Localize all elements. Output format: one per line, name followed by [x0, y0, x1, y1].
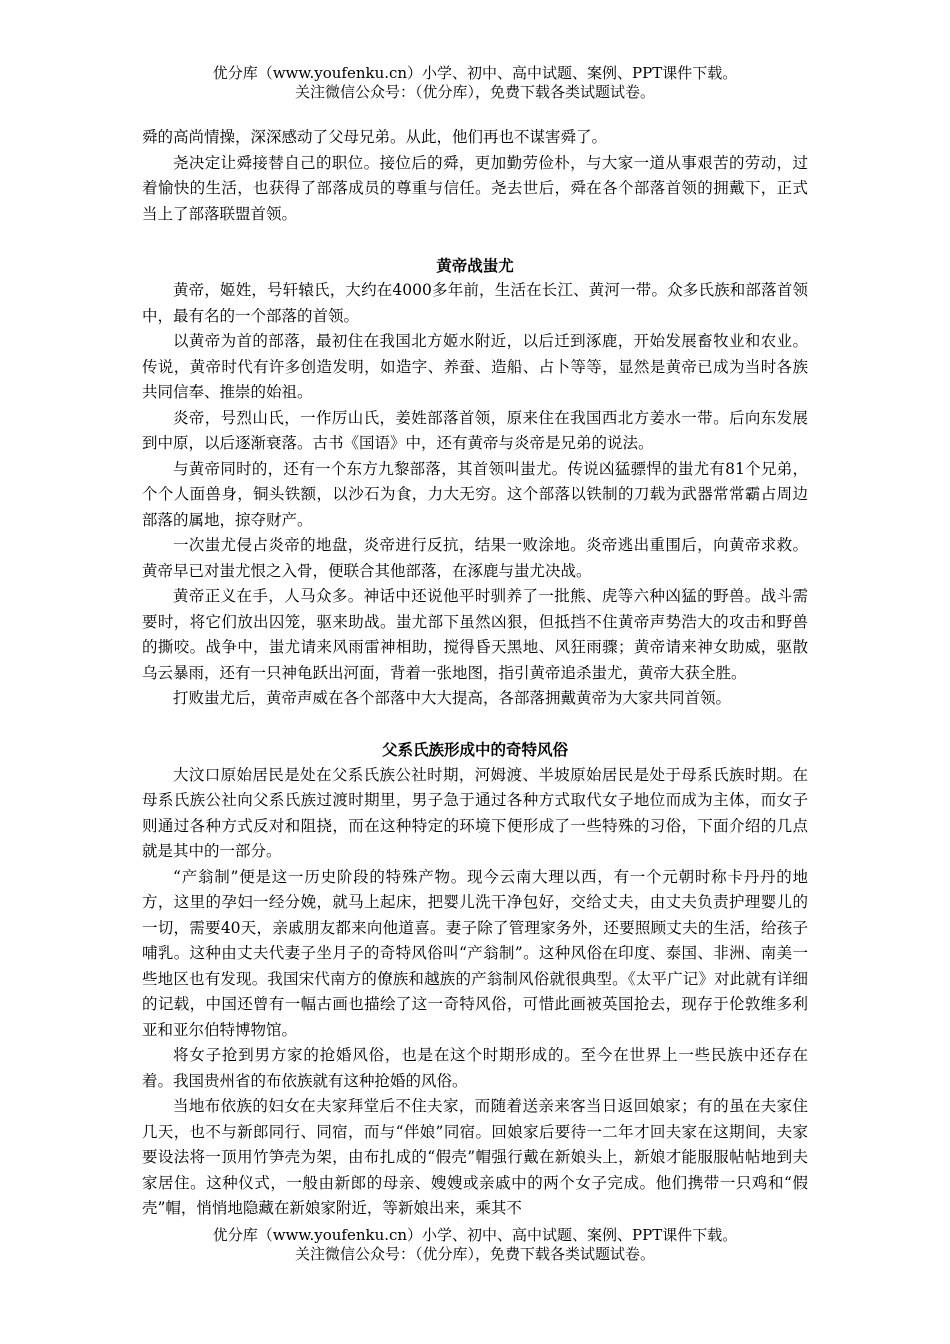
paragraph: 当地布依族的妇女在夫家拜堂后不住夫家，而随着送亲来客当日返回娘家；有的虽在夫家住几天，也不与新郎同行、同宿，而与“伴娘”同宿。回娘家后要待一二年才回夫家在这期间，夫家要设法将一顶用竹笋壳为架，由布扎成的“假壳”帽强行戴在新娘头上，新娘才能服服帖帖地到夫家居住。这种仪式，一般由新郎的母亲、嫂嫂或亲戚中的两个女子完成。他们携带一只鸡和“假壳”帽，悄悄地隐藏在新娘家附近，等新娘出来，乘其不	[142, 1097, 808, 1217]
document-body	[142, 125, 808, 1222]
paragraph: 舜的高尚情操，深深感动了父母兄弟。从此，他们再也不谋害舜了。	[142, 128, 608, 146]
paragraph: “产翁制”便是这一历史阶段的特殊产物。现今云南大理以西，有一个元朝时称卡丹丹的地方，这里的孕妇一经分娩，就马上起床，把婴儿洗干净包好，交给丈夫，由丈夫负责护理婴儿的一切，需要40天，亲戚朋友都来向他道喜。妻子除了管理家务外，还要照顾丈夫的生活，给孩子哺乳。这种由丈夫代妻子坐月子的奇特风俗叫“产翁制”。这种风俗在印度、泰国、非洲、南美一些地区也有发现。我国宋代南方的僚族和越族的产翁制风俗就很典型。《太平广记》对此就有详细的记载，中国还曾有一幅古画也描绘了这一奇特风俗，可惜此画被英国抢去，现存于伦敦维多利亚和亚尔伯特博物馆。	[142, 867, 808, 1039]
paragraph: 炎帝，号烈山氏，一作厉山氏，姜姓部落首领，原来住在我国西北方姜水一带。后向东发展到中原，以后逐渐衰落。古书《国语》中，还有黄帝与炎帝是兄弟的说法。	[142, 408, 808, 452]
header-line-2: 关注微信公众号：（优分库），免费下载各类试题试卷。	[294, 83, 655, 101]
page-footer	[0, 1226, 950, 1264]
section-title-fuxi: 父系氏族形成中的奇特风俗	[381, 740, 568, 759]
paragraph: 黄帝，姬姓，号轩辕氏，大约在4000多年前，生活在长江、黄河一带。众多氏族和部落首领中，最有名的一个部落的首领。	[142, 281, 808, 325]
header-line-1: 优分库（www.youfenku.cn）小学、初中、高中试题、案例、PPT课件下载。	[212, 64, 738, 82]
paragraph: 以黄帝为首的部落，最初住在我国北方姬水附近，以后迁到涿鹿，开始发展畜牧业和农业。传说，黄帝时代有许多创造发明，如造字、养蚕、造船、占卜等等，显然是黄帝已成为当时各族共同信奉、推崇的始祖。	[142, 332, 808, 401]
paragraph: 与黄帝同时的，还有一个东方九黎部落，其首领叫蚩尤。传说凶猛骠悍的蚩尤有81个兄弟，个个人面兽身，铜头铁额，以沙石为食，力大无穷。这个部落以铁制的刀载为武器常常霸占周边部落的属地，掠夺财产。	[142, 459, 808, 529]
paragraph: 尧决定让舜接替自己的职位。接位后的舜，更加勤劳俭朴，与大家一道从事艰苦的劳动，过着愉快的生活，也获得了部落成员的尊重与信任。尧去世后，舜在各个部落首领的拥戴下，正式当上了部落联盟首领。	[142, 153, 808, 223]
section-title-huangdi: 黄帝战蚩尤	[436, 255, 514, 275]
footer-line-2: 关注微信公众号：（优分库），免费下载各类试题试卷。	[294, 1245, 655, 1263]
paragraph: 大汶口原始居民是处在父系氏族公社时期，河姆渡、半坡原始居民是处于母系氏族时期。在母系氏族公社向父系氏族过渡时期里，男子急于通过各种方式取代女子地位而成为主体，而女子则通过各种方式反对和阻挠，而在这种特定的环境下便形成了一些特殊的习俗，下面介绍的几点就是其中的一部分。	[142, 765, 808, 860]
paragraph: 打败蚩尤后，黄帝声威在各个部落中大大提高，各部落拥戴黄帝为大家共同首领。	[173, 689, 732, 707]
footer-line-1: 优分库（www.youfenku.cn）小学、初中、高中试题、案例、PPT课件下载。	[212, 1226, 738, 1244]
page-header	[0, 64, 950, 102]
paragraph: 将女子抢到男方家的抢婚风俗，也是在这个时期形成的。至今在世界上一些民族中还存在着。我国贵州省的布依族就有这种抢婚的风俗。	[142, 1046, 808, 1090]
paragraph: 一次蚩尤侵占炎帝的地盘，炎帝进行反抗，结果一败涂地。炎帝逃出重围后，向黄帝求救。黄帝早已对蚩尤恨之入骨，便联合其他部落，在涿鹿与蚩尤决战。	[142, 536, 808, 580]
paragraph: 黄帝正义在手，人马众多。神话中还说他平时驯养了一批熊、虎等六种凶猛的野兽。战斗需要时，将它们放出囚笼，驱来助战。蚩尤部下虽然凶狠，但抵挡不住黄帝声势浩大的攻击和野兽的撕咬。战争中，蚩尤请来风雨雷神相助，搅得昏天黑地、风狂雨骤；黄帝请来神女助威，驱散乌云暴雨，还有一只神龟跃出河面，背着一张地图，指引黄帝追杀蚩尤，黄帝大获全胜。	[142, 587, 808, 682]
